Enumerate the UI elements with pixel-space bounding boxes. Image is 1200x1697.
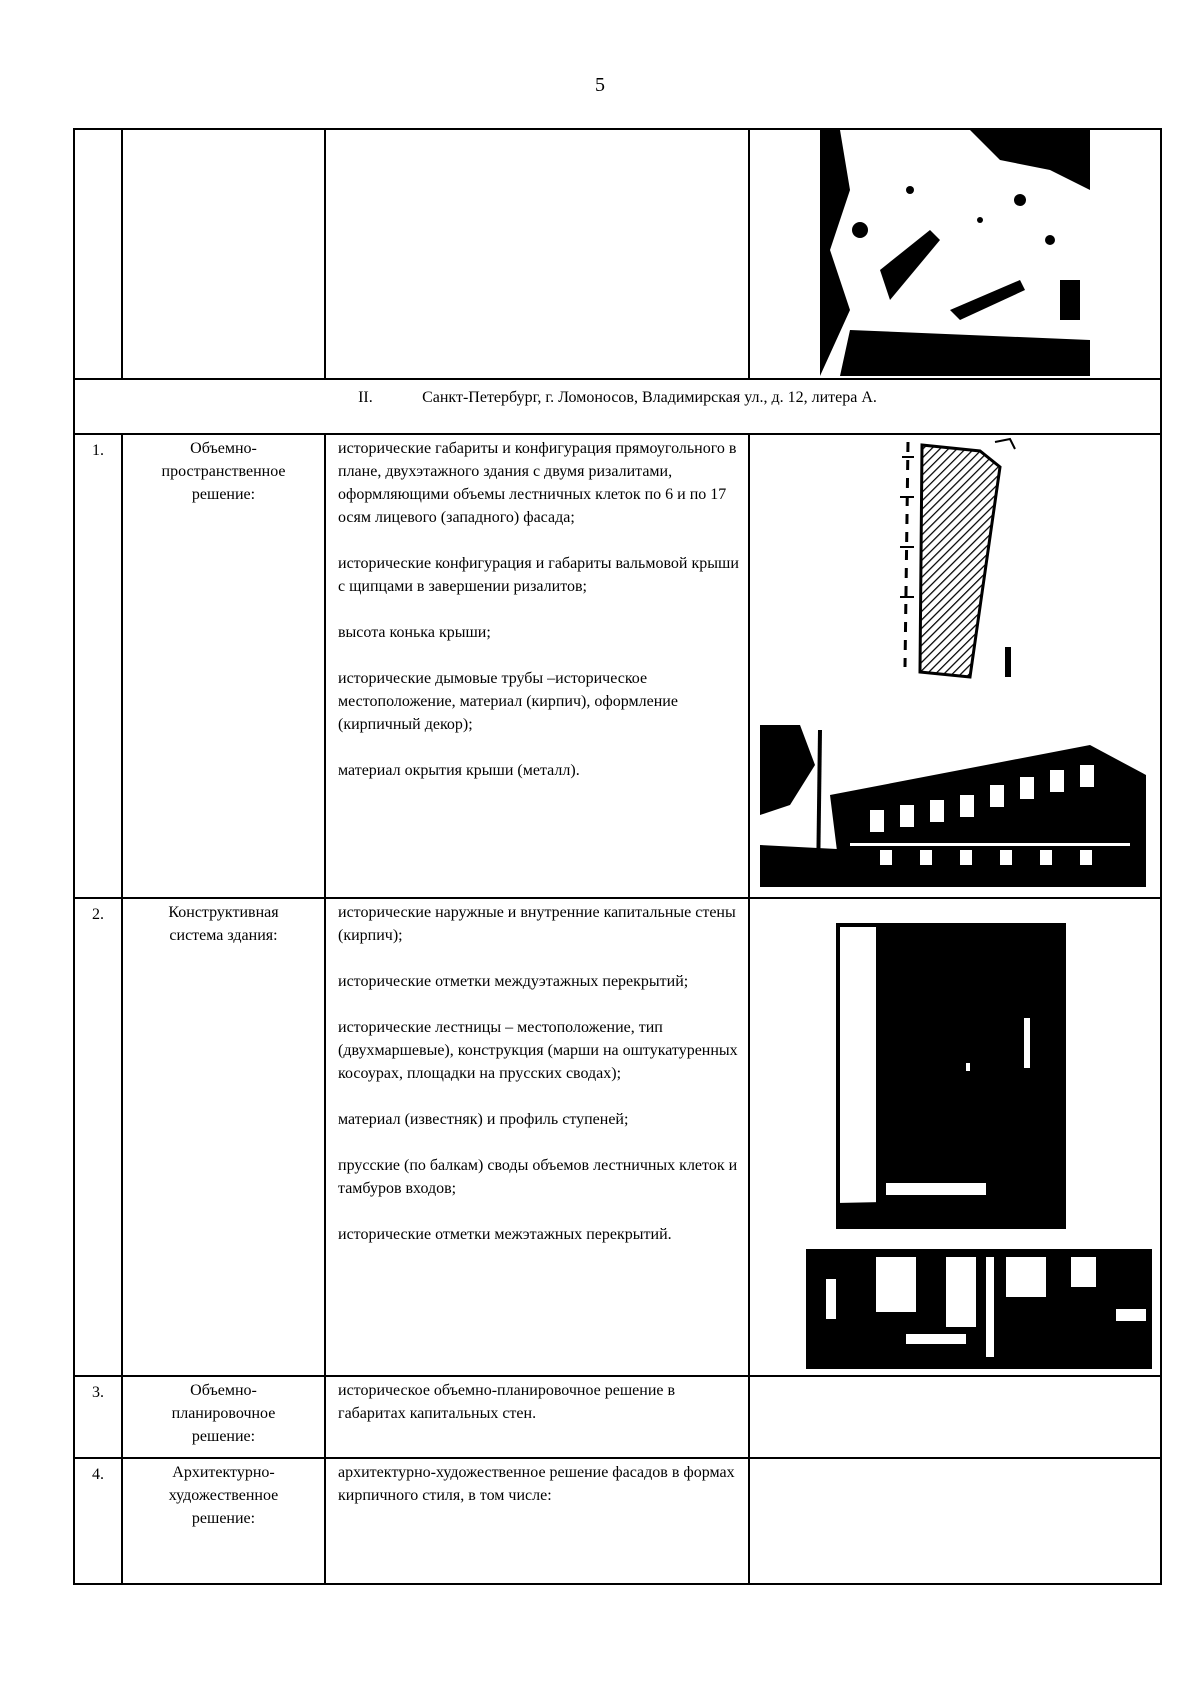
section-number: II. (358, 389, 373, 406)
cell-category-empty (122, 129, 325, 379)
category-line: художественное (168, 1487, 279, 1504)
site-plan-image (900, 437, 1020, 687)
category-line: решение: (191, 1510, 256, 1527)
row-description (325, 898, 749, 1376)
row-number: 4. (74, 1458, 122, 1584)
description-item: исторические лестницы – местоположение, тип (двухмаршевые), конструкция (марши на оштукатуренных косоурах, площадки на прусских сводах); (338, 1019, 738, 1082)
description-item: исторические конфигурация и габариты вальмовой крыши с щипцами в завершении ризалитов; (338, 555, 739, 595)
description-item: высота конька крыши; (338, 624, 491, 641)
row-description (325, 1376, 749, 1458)
staircase-photo (836, 923, 1066, 1229)
category-line: Объемно- (190, 440, 257, 457)
description-item: материал окрытия крыши (металл). (338, 762, 580, 779)
category-line: пространственное (161, 463, 286, 480)
category-line: планировочное (171, 1405, 276, 1422)
category-line: Архитектурно- (172, 1464, 275, 1481)
category-line: решение: (191, 1428, 256, 1445)
row-description (325, 434, 749, 898)
vault-photo (806, 1249, 1152, 1369)
table-row-continuation (74, 129, 1161, 379)
category-line: Конструктивная (168, 904, 279, 921)
cell-illustrations (749, 434, 1161, 898)
row-number: 2. (74, 898, 122, 1376)
row-category (122, 434, 325, 898)
cell-num-empty (74, 129, 122, 379)
description-item: исторические габариты и конфигурация прямоугольного в плане, двухэтажного здания с двумя ризалитами, оформляющими объемы лестничных клеток по 6 и по 17 осям лицевого (западного) фасада; (338, 440, 737, 526)
row-number: 3. (74, 1376, 122, 1458)
row-category (122, 1458, 325, 1584)
table-row (74, 898, 1161, 1376)
cell-desc-empty (325, 129, 749, 379)
description-item: материал (известняк) и профиль ступеней; (338, 1111, 629, 1128)
row-number: 1. (74, 434, 122, 898)
description-item: исторические дымовые трубы –историческое местоположение, материал (кирпич), оформление (кирпичный декор); (338, 670, 678, 733)
section-header (74, 379, 1161, 434)
table-row (74, 1376, 1161, 1458)
cell-empty (749, 1458, 1161, 1584)
description-item: прусские (по балкам) своды объемов лестничных клеток и тамбуров входов; (338, 1157, 738, 1197)
section-header-row (74, 379, 1161, 434)
interior-photo (820, 130, 1090, 376)
row-category (122, 898, 325, 1376)
category-line: решение: (191, 486, 256, 503)
category-line: Объемно- (190, 1382, 257, 1399)
description-item: архитектурно-художественное решение фасадов в формах кирпичного стиля, в том числе: (338, 1464, 735, 1504)
cell-empty (749, 1376, 1161, 1458)
page-number: 5 (595, 74, 605, 96)
table-row (74, 1458, 1161, 1584)
facade-photo (760, 725, 1146, 887)
cell-illustrations (749, 898, 1161, 1376)
description-item: исторические отметки междуэтажных перекрытий; (338, 973, 689, 990)
row-category (122, 1376, 325, 1458)
category-line: система здания: (169, 927, 278, 944)
protection-subject-table (73, 128, 1162, 1585)
description-item: исторические отметки межэтажных перекрытий. (338, 1226, 672, 1243)
description-item: историческое объемно-планировочное решение в габаритах капитальных стен. (338, 1382, 676, 1422)
section-address: Санкт-Петербург, г. Ломоносов, Владимирская ул., д. 12, литера А. (422, 389, 877, 406)
description-item: исторические наружные и внутренние капитальные стены (кирпич); (338, 904, 736, 944)
table-row (74, 434, 1161, 898)
cell-photo (749, 129, 1161, 379)
row-description (325, 1458, 749, 1584)
